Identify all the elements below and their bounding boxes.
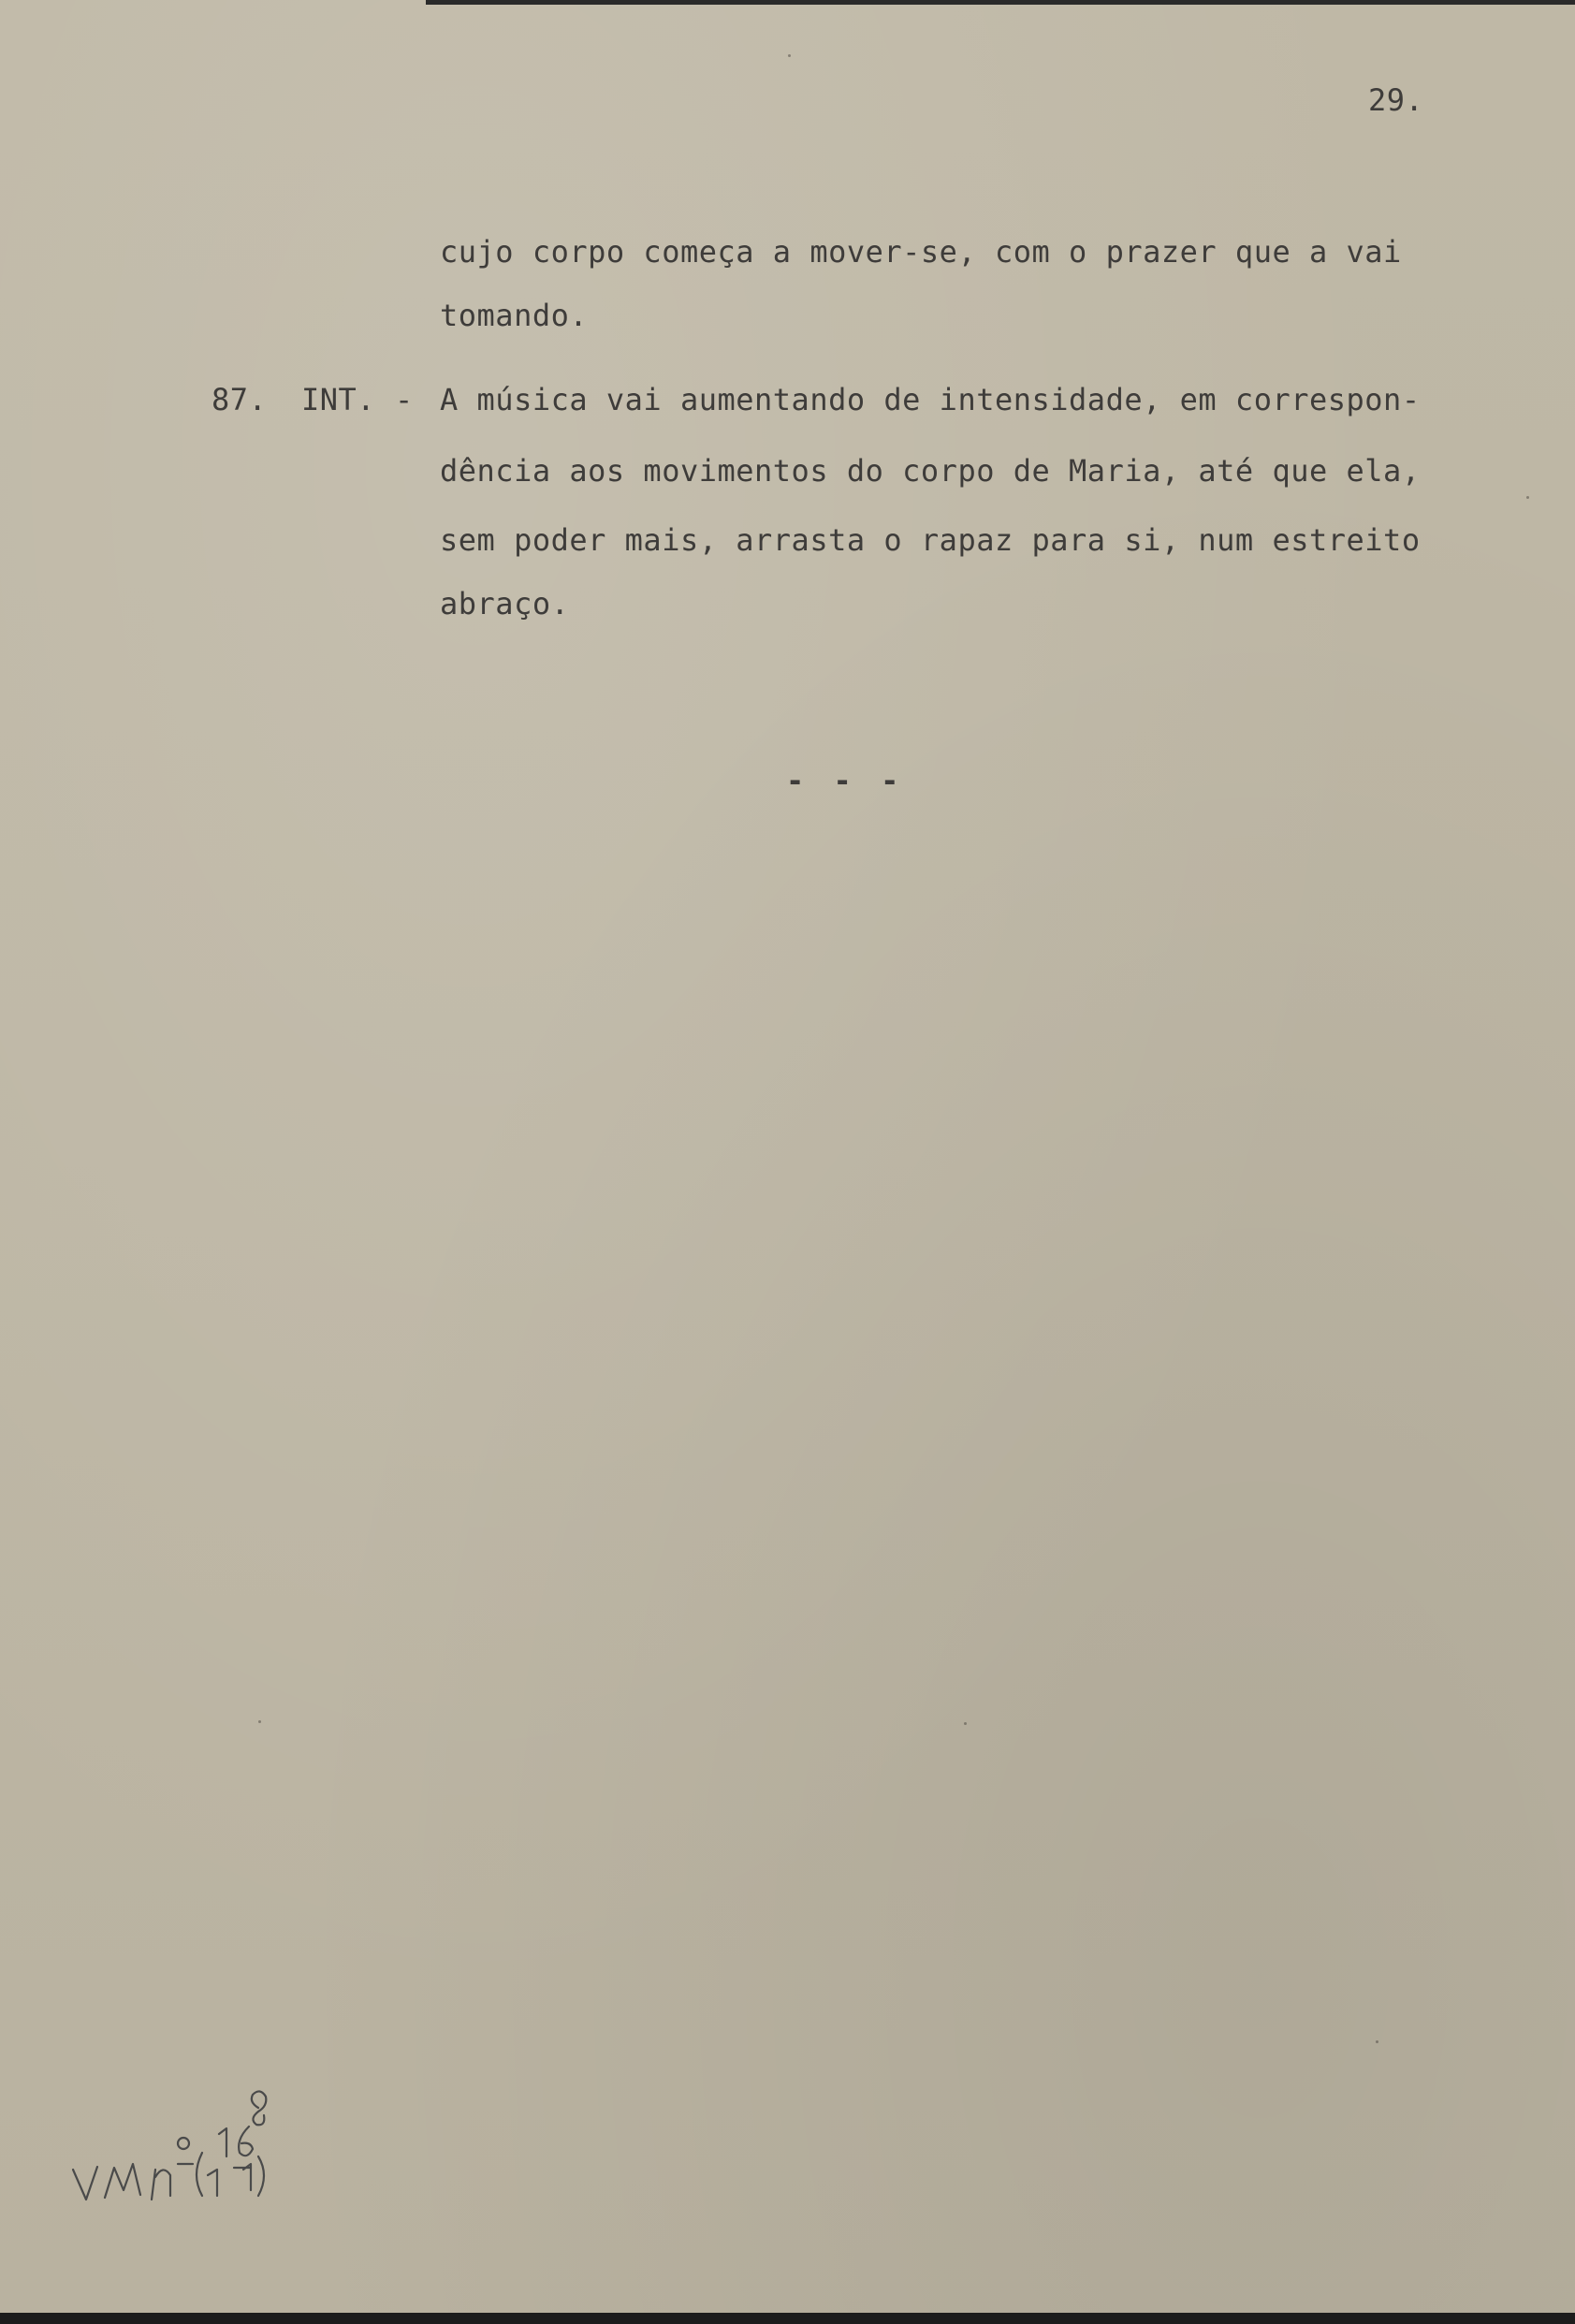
scan-top-edge	[426, 0, 1575, 5]
scan-bottom-edge	[0, 2313, 1575, 2324]
handwritten-archive-note	[66, 2059, 346, 2218]
scene-text-line: dência aos movimentos do corpo de Maria, até que ela,	[440, 453, 1421, 489]
scene-dash: -	[395, 382, 414, 417]
scene-text-line: sem poder mais, arrasta o rapaz para si, num estreito	[440, 522, 1421, 558]
scene-text-line: abraço.	[440, 586, 570, 621]
paper-speck	[788, 54, 791, 57]
page-number: 29.	[1368, 82, 1424, 118]
text-line: tomando.	[440, 298, 589, 333]
paper-speck	[1526, 496, 1529, 499]
scene-number: 87.	[211, 382, 268, 417]
paper-speck	[964, 1722, 967, 1725]
end-mark: - - -	[786, 763, 905, 798]
scene-text-line: A música vai aumentando de intensidade, em correspon-	[440, 382, 1421, 417]
text-line: cujo corpo começa a mover-se, com o prazer que a vai	[440, 234, 1402, 270]
paper-speck	[258, 1720, 261, 1723]
paper-speck	[1376, 2040, 1378, 2043]
scene-location: INT.	[301, 382, 376, 417]
